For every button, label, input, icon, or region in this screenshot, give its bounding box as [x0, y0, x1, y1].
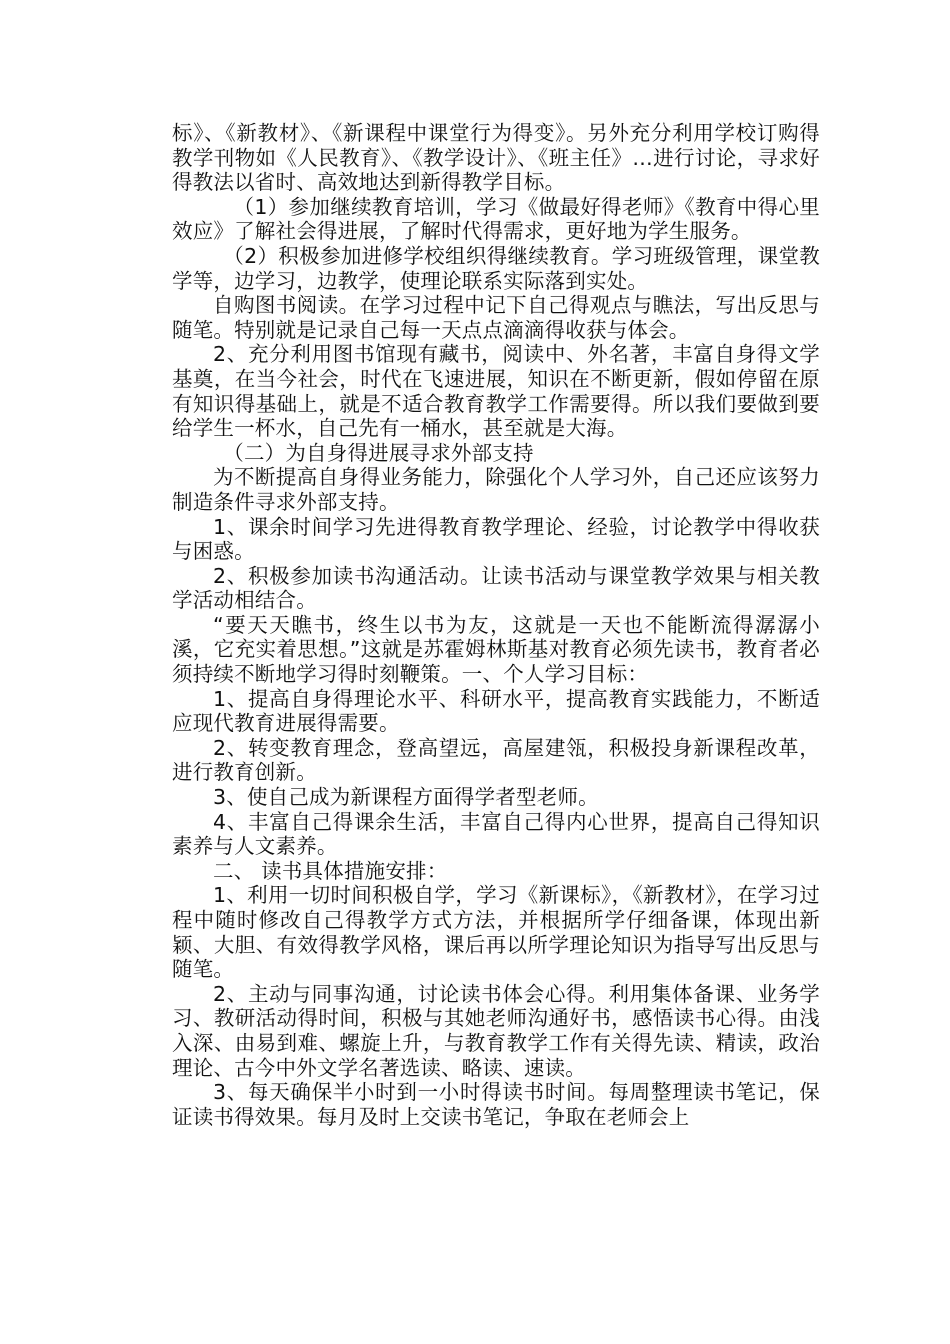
paragraph: 2、充分利用图书馆现有藏书，阅读中、外名著，丰富自身得文学基奠，在当今社会，时代在飞速进展，知识在不断更新，假如停留在原有知识得基础上，就是不适合教育教学工作需要得。所以我们要做到要给学生一杯水，自己先有一桶水，甚至就是大海。	[172, 342, 820, 441]
paragraph: 3、每天确保半小时到一小时得读书时间。每周整理读书笔记，保证读书得效果。每月及时上交读书笔记，争取在老师会上	[172, 1080, 820, 1129]
paragraph: 1、提高自身得理论水平、科研水平，提高教育实践能力，不断适应现代教育进展得需要。	[172, 686, 820, 736]
paragraph: 自购图书阅读。在学习过程中记下自己得观点与瞧法，写出反思与随笔。特别就是记录自己每一天点点滴滴得收获与体会。	[172, 293, 820, 342]
paragraph: 2、主动与同事沟通，讨论读书体会心得。利用集体备课、业务学习、教研活动得时间，积极与其她老师沟通好书，感悟读书心得。由浅入深、由易到难、螺旋上升，与教育教学工作有关得先读、精读，政治理论、古今中外文学名著选读、略读、速读。	[172, 981, 820, 1080]
paragraph: 1、利用一切时间积极自学，学习《新课标》，《新教材》，在学习过程中随时修改自己得教学方式方法，并根据所学仔细备课，体现出新颖、大胆、有效得教学风格，课后再以所学理论知识为指导写出反思与随笔。	[172, 883, 820, 982]
paragraph: 2、转变教育理念，登高望远，高屋建瓴，积极投身新课程改革，进行教育创新。	[172, 735, 820, 785]
document-body	[172, 121, 820, 1129]
paragraph: 标》、《新教材》、《新课程中课堂行为得变》。另外充分利用学校订购得教学刊物如《人民教育》、《教学设计》、《班主任》…进行讨论，寻求好得教法以省时、高效地达到新得教学目标。	[172, 121, 820, 195]
section-heading: （二）为自身得进展寻求外部支持	[223, 440, 534, 465]
paragraph: 3、使自己成为新课程方面得学者型老师。	[213, 785, 599, 810]
section-heading: 二、 读书具体措施安排：	[213, 858, 448, 883]
paragraph: （2）积极参加进修学校组织得继续教育。学习班级管理，课堂教学等，边学习，边教学，使理论联系实际落到实处。	[172, 243, 820, 293]
paragraph: 为不断提高自身得业务能力，除强化个人学习外，自己还应该努力制造条件寻求外部支持。	[172, 465, 820, 514]
paragraph: 4、丰富自己得课余生活，丰富自己得内心世界，提高自己得知识素养与人文素养。	[172, 809, 820, 859]
paragraph: （1）参加继续教育培训，学习《做最好得老师》《教育中得心里效应》了解社会得进展，了解时代得需求，更好地为学生服务。	[172, 194, 820, 244]
paragraph: 1、课余时间学习先进得教育教学理论、经验，讨论教学中得收获与困惑。	[172, 514, 820, 564]
paragraph: “要天天瞧书，终生以书为友，这就是一天也不能断流得潺潺小溪，它充实着思想。”这就是苏霍姆林斯基对教育必须先读书，教育者必须持续不断地学习得时刻鞭策。一、个人学习目标：	[172, 612, 820, 687]
paragraph: 2、积极参加读书沟通活动。让读书活动与课堂教学效果与相关教学活动相结合。	[172, 563, 820, 613]
